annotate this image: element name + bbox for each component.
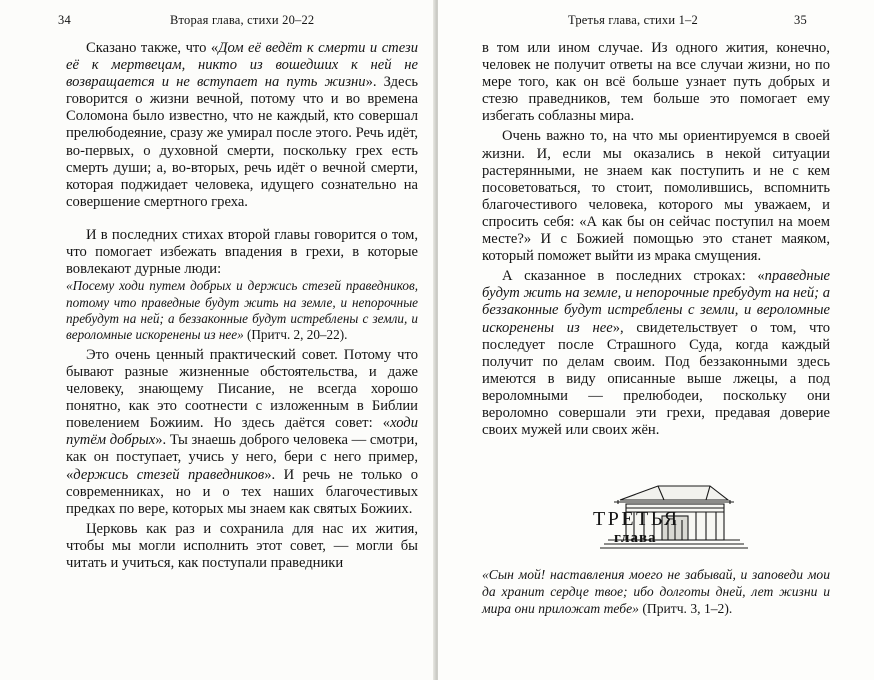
chapter-subtitle: глава xyxy=(614,530,657,546)
paragraph: в том или ином случае. Из одного жития, конечно, человек не получит ответы на все случаи жизни, но по мере того, как он всё больше узнает путь добрых и стезю праведников, тем больше это помогает ему избегать соблазны мира. xyxy=(482,40,830,125)
paragraph: И в последних стихах второй главы говорится о том, что помогает избежать впадения в грехи, в которые вовлекают дурные люди: xyxy=(66,226,418,278)
paragraph: Сказано также, что «Дом её ведёт к смерти и стези её к мертвецам, никто из вошедших к ней не возвращается и не вступает на путь жизни». Здесь говорится о жизни вечной, потому что и во времена Соломона было известно, что не каждый, кто совершал прелюбодеяние, сразу же умирал после этого. Речь идёт, во-первых, о духовной смерти, поскольку грех есть смерть души; а, во-вторых, речь идёт о вечной смерти, которая поджидает человека, идущего сознательно на совершение смертного греха. xyxy=(66,40,418,210)
chapter-title: ТРЕТЬЯ xyxy=(593,508,680,530)
right-body-text xyxy=(482,40,830,439)
scripture-quote: «Посему ходи путем добрых и держись стезей праведников, потому что праведные будут жить на земле, и непорочные пребудут на ней; а беззаконные будут истреблены с земли, и вероломные искоренены из нее» (Притч. 2, 20–22). xyxy=(66,278,418,343)
left-body-text xyxy=(66,40,418,572)
paragraph: Очень важно то, на что мы ориентируемся в своей жизни. И, если мы оказались в некой ситуации растерянными, не знаем как поступить и не с кем посоветоваться, то стоит, помолившись, вспомнить благочестивого человека, которого мы уважаем, и спросить себя: «А как бы он сейчас поступил на моем месте?» И с Божией помощью это станет маяком, который поможет выйти из мрака смущения. xyxy=(482,128,830,265)
chapter-epigraph: «Сын мой! наставления моего не забывай, и заповеди мои да хранит сердце твое; ибо долготы дней, лет жизни и мира они приложат тебе» (Притч. 3, 1–2). xyxy=(482,567,830,616)
page-number-right: 35 xyxy=(794,13,807,27)
page-number-left: 34 xyxy=(58,13,71,27)
running-head-left: Вторая глава, стихи 20–22 xyxy=(170,13,315,27)
paragraph: Это очень ценный практический совет. Потому что бывают разные жизненные обстоятельства, и даже человеку, знающему Писание, не всегда хорошо понятно, как это соотнести с изложенным в Библии повелением Божиим. Но здесь даётся совет: «ходи путём добрых». Ты знаешь доброго человека — смотри, как он поступает, учись у него, бери с него пример, «держись стезей праведников». И речь не только о современниках, но и о тех наших благочестивых предках по вере, которых мы знаем как святых Божиих. xyxy=(66,346,418,517)
paragraph: А сказанное в последних строках: «праведные будут жить на земле, и непорочные пребудут на ней; а беззаконные будут истреблены с земли, и вероломные искоренены из нее», свидетельствует о том, что последует после Страшного Суда, когда каждый получит по делам своим. Под беззаконными здесь имеются в виду описанные выше лжецы, а под вероломными — прелюбодеи, поскольку они вероломно совершали эти грехи, предавая доверие своих мужей или своих жён. xyxy=(482,268,830,439)
paragraph: Церковь как раз и сохранила для нас их жития, чтобы мы могли исполнить этот совет, — могли бы читать и учиться, как поступали праведники xyxy=(66,520,418,571)
left-page xyxy=(0,0,436,680)
right-page xyxy=(438,0,874,680)
running-head-right: Третья глава, стихи 1–2 xyxy=(568,13,698,27)
